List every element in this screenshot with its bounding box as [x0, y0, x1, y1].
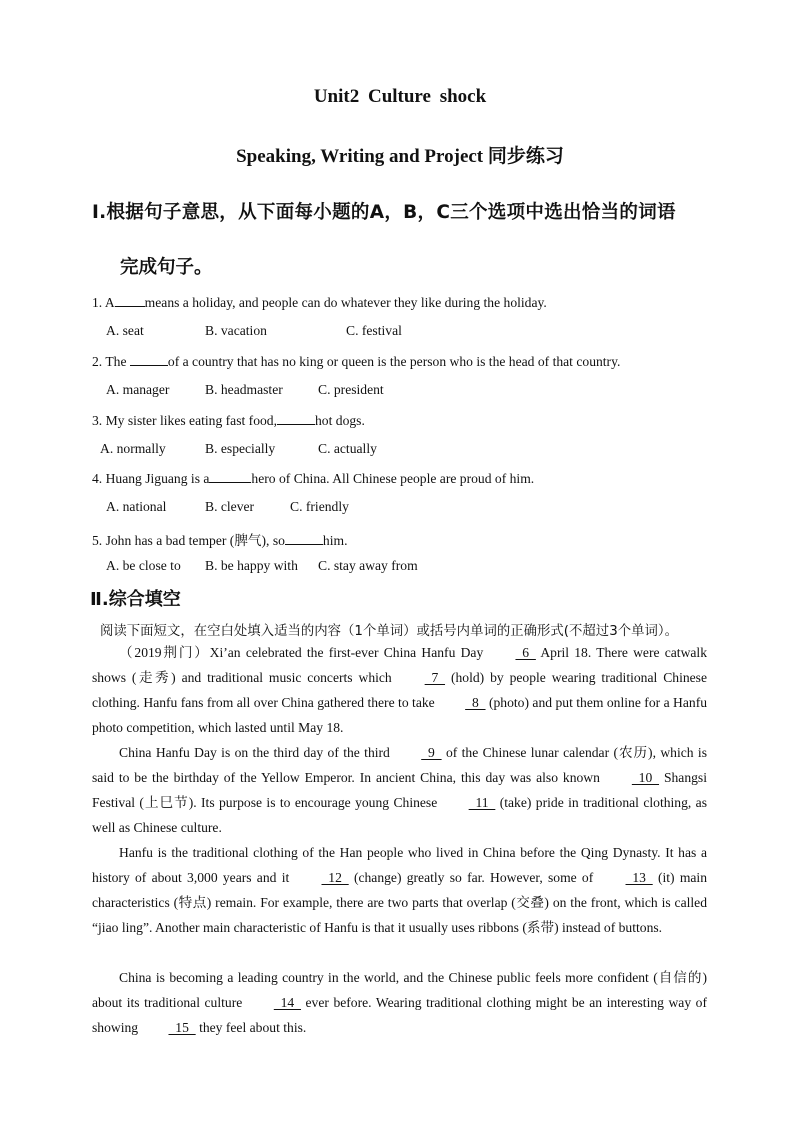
p1-text-a: （2019荆门）Xi’an celebrated the first-ever China Hanfu Day	[119, 645, 489, 660]
blank-14[interactable]: 14	[273, 995, 301, 1010]
p2-text-d: Shangsi Festival (上巳节). Its purpose is to encourage young Chinese	[92, 770, 707, 810]
question-4-post: hero of China. All Chinese people are proud of him.	[251, 471, 535, 486]
question-4	[92, 470, 534, 487]
answer-blank-3[interactable]	[277, 412, 315, 425]
p1-text-e: (photo) and put them online for a Hanfu photo competition, which lasted until May 18.	[92, 695, 708, 735]
q5-option-a: A. be close to	[106, 558, 181, 573]
blank-7[interactable]: 7	[424, 670, 446, 685]
passage-paragraph-2	[92, 740, 707, 840]
blank-11[interactable]: 11	[468, 795, 496, 810]
blank-10[interactable]: 10	[631, 770, 660, 785]
blank-9[interactable]: 9	[421, 745, 442, 760]
question-1-pre: 1. A	[92, 295, 115, 310]
question-5-pre: 5. John has a bad temper (脾气), so	[92, 533, 285, 548]
q4-option-c: C. friendly	[290, 499, 349, 514]
section2-instruction: 阅读下面短文，在空白处填入适当的内容（1个单词）或括号内单词的正确形式(不超过3个单词）。	[100, 624, 678, 639]
answer-blank-4[interactable]	[209, 470, 251, 483]
p3-text-a: Hanfu is the traditional clothing of the Han people who lived in China before the Qing Dynasty. It has a history of about 3,000 years and it	[92, 845, 707, 885]
answer-blank-5[interactable]	[285, 532, 323, 545]
q1-option-c: C. festival	[346, 323, 402, 338]
section2-heading: Ⅱ.综合填空	[90, 589, 181, 610]
p2-text-e: (take) pride in traditional clothing, as well as Chinese culture.	[92, 795, 708, 835]
blank-12[interactable]: 12	[321, 870, 349, 885]
answer-blank-1[interactable]	[115, 294, 145, 307]
p4-text-a: China is becoming a leading country in the world, and the Chinese public feels more confident (自信的) about its traditional culture	[92, 970, 707, 1010]
q4-option-b: B. clever	[205, 499, 255, 514]
section1-heading-cont: 完成句子。	[120, 257, 213, 278]
blank-6[interactable]: 6	[515, 645, 536, 660]
p4-text-c: ever before. Wearing traditional clothing might be an interesting way of showing	[92, 995, 707, 1035]
q3-option-b: B. especially	[205, 441, 276, 456]
blank-8[interactable]: 8	[465, 695, 486, 710]
q1-option-b: B. vacation	[205, 323, 267, 338]
blank-15[interactable]: 15	[168, 1020, 196, 1035]
question-2-pre: 2. The	[92, 354, 130, 369]
question-5	[92, 529, 347, 549]
p1-text-d: (hold) by people wearing traditional Chinese clothing. Hanfu fans from all over China gathered there to take	[92, 670, 707, 710]
question-4-pre: 4. Huang Jiguang is a	[92, 471, 210, 486]
q5-option-b: B. be happy with	[205, 558, 298, 573]
question-5-post: him.	[322, 533, 348, 548]
question-3-pre: 3. My sister likes eating fast food,	[92, 413, 277, 428]
q4-option-a: A. national	[106, 499, 167, 514]
passage-paragraph-1	[92, 640, 707, 740]
section1-heading: Ⅰ.根据句子意思，从下面每小题的A，B，C三个选项中选出恰当的词语	[92, 202, 676, 223]
question-2-post: of a country that has no king or queen is the person who is the head of that country.	[167, 354, 621, 369]
question-1	[92, 294, 547, 311]
page-title: Unit2 Culture shock	[313, 86, 487, 107]
q3-option-a: A. normally	[100, 441, 166, 456]
p3-text-c: (change) greatly so far. However, some of	[348, 870, 599, 885]
page-subtitle: Speaking, Writing and Project 同步练习	[236, 146, 564, 167]
q3-option-c: C. actually	[318, 441, 377, 456]
q2-option-c: C. president	[318, 382, 384, 397]
question-3-post: hot dogs.	[315, 413, 365, 428]
p2-text-a: China Hanfu Day is on the third day of the third	[119, 745, 395, 760]
p3-text-d: (it) main characteristics (特点) remain. For example, there are two parts that overlap (交叠) on the front, which is called “jiao ling”. Another main characteristic of Hanfu is that it usually uses ribbons (系带) instead of buttons.	[92, 870, 707, 935]
question-1-post: means a holiday, and people can do whatever they like during the holiday.	[144, 295, 547, 310]
passage-paragraph-3	[92, 840, 707, 940]
q2-option-b: B. headmaster	[205, 382, 283, 397]
answer-blank-2[interactable]	[130, 353, 168, 366]
p1-text-c: April 18. There were catwalk shows (走秀) and traditional music concerts which	[92, 645, 708, 685]
question-2	[92, 353, 620, 370]
passage-paragraph-4	[92, 965, 707, 1040]
p4-text-d: they feel about this.	[195, 1020, 307, 1035]
q2-option-a: A. manager	[106, 382, 170, 397]
blank-13[interactable]: 13	[625, 870, 653, 885]
q5-option-c: C. stay away from	[318, 558, 418, 573]
question-3	[92, 412, 365, 429]
q1-option-a: A. seat	[106, 323, 144, 338]
p2-text-c: of the Chinese lunar calendar (农历), which is said to be the birthday of the Yellow Emperor. In ancient China, this day was also known	[92, 745, 707, 785]
